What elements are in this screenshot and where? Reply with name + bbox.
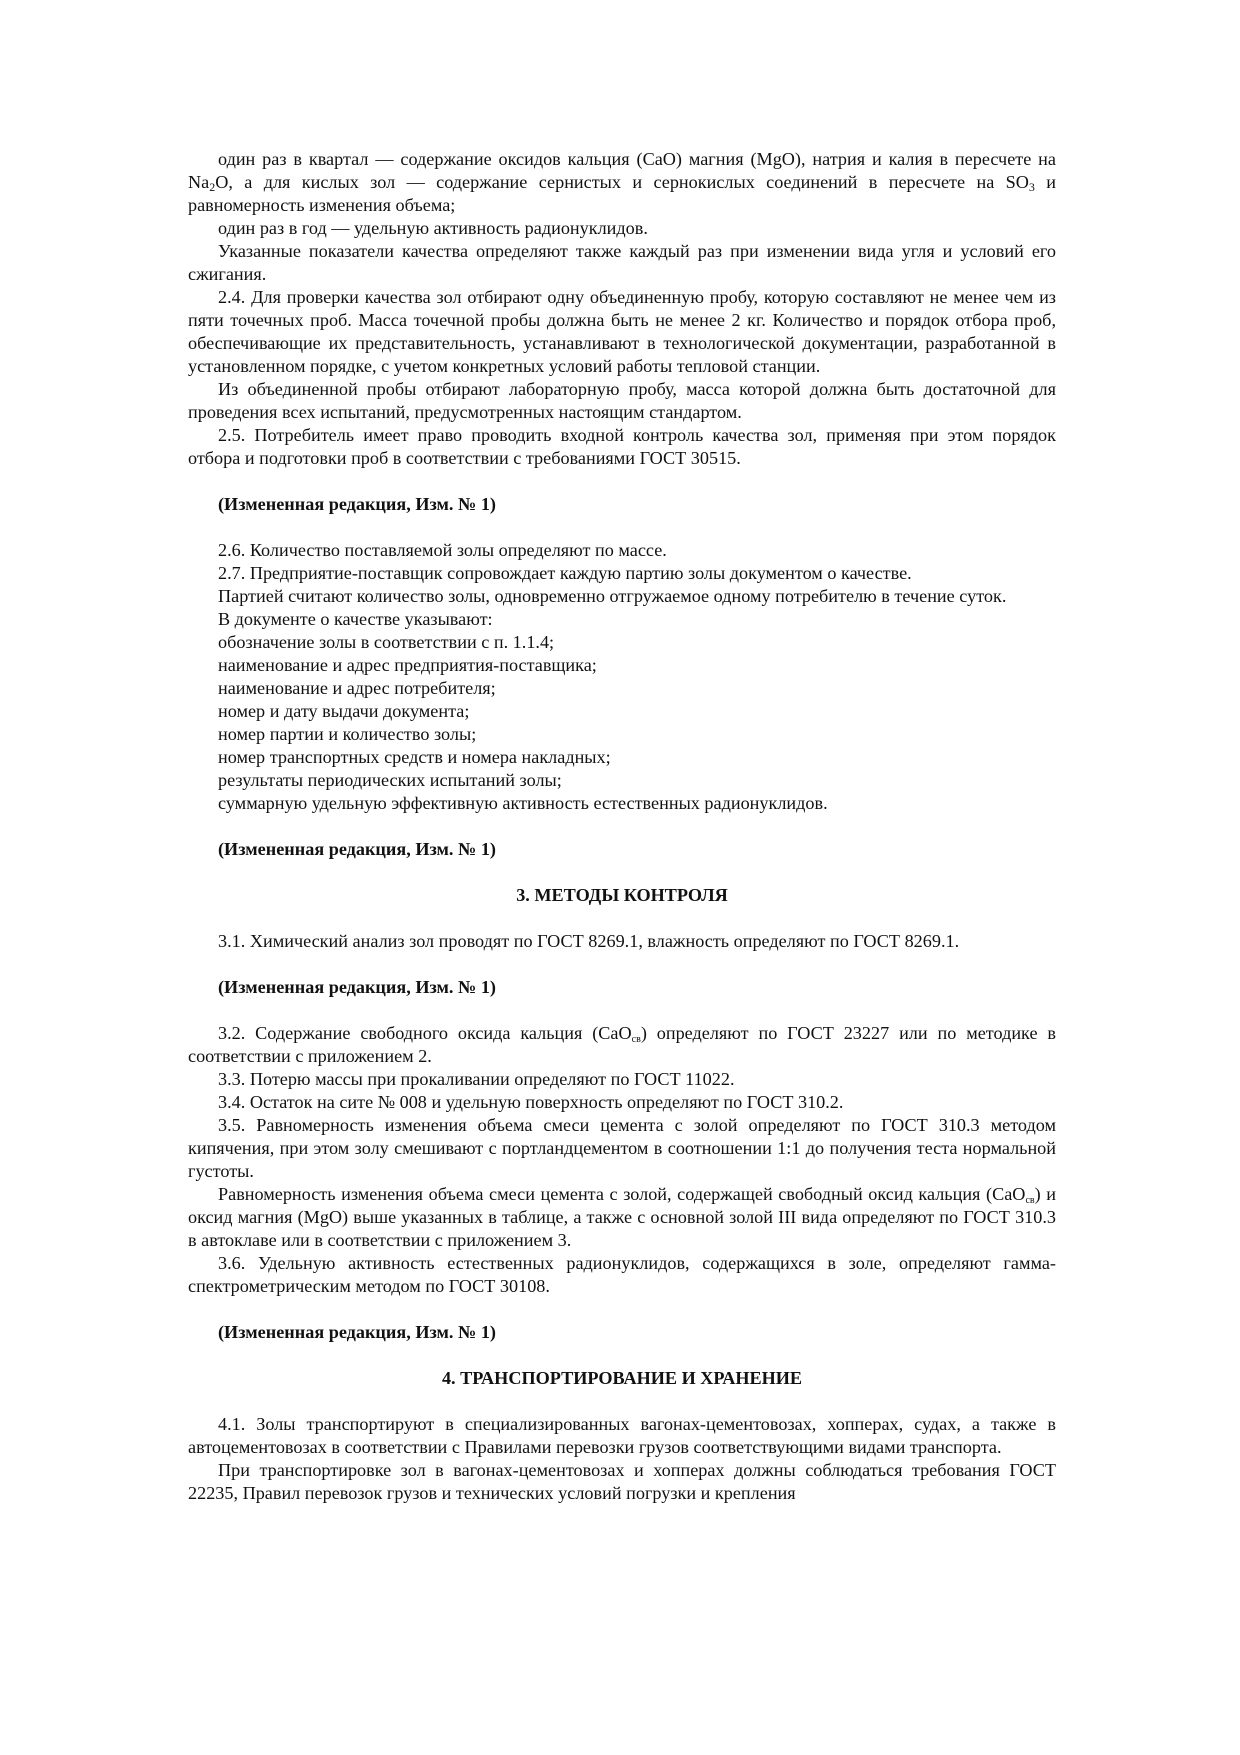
paragraph-2-4: 2.4. Для проверки качества зол отбирают одну объединенную пробу, которую составляют не менее чем из пяти точечных проб. Масса точечной пробы должна быть не менее 2 кг. Количество и порядок отбора проб, обеспечивающие их представительность, устанавливают в технологической документации, разработанной в установленном порядке, с учетом конкретных условий работы тепловой станции.: [188, 287, 1056, 376]
list-item: результаты периодических испытаний золы;: [218, 770, 562, 790]
list-item: суммарную удельную эффективную активность естественных радионуклидов.: [218, 793, 828, 813]
amendment-note: (Измененная редакция, Изм. № 1): [218, 977, 496, 997]
paragraph-lab-sample: Из объединенной пробы отбирают лабораторную пробу, масса которой должна быть достаточной для проведения всех испытаний, предусмотренных настоящим стандартом.: [188, 379, 1056, 422]
list-item: номер и дату выдачи документа;: [218, 701, 470, 721]
section-heading-transport-storage: 4. ТРАНСПОРТИРОВАНИЕ И ХРАНЕНИЕ: [441, 1368, 803, 1388]
document-page: [188, 148, 1056, 1505]
paragraph-2-5: 2.5. Потребитель имеет право проводить входной контроль качества зол, применяя при этом порядок отбора и подготовки проб в соответствии с требованиями ГОСТ 30515.: [188, 425, 1056, 468]
paragraph-3-5: 3.5. Равномерность изменения объема смеси цемента с золой определяют по ГОСТ 310.3 методом кипячения, при этом золу смешивают с портландцементом в соотношении 1:1 до получения теста нормальной густоты.: [188, 1115, 1056, 1181]
paragraph-quarterly: один раз в квартал — содержание оксидов кальция (CaO) магния (MgO), натрия и калия в пересчете на $Na_2O$, а для кислых зол — содержание сернистых и сернокислых соединений в пересчете на $SO_3$ и равномерность изменения объема;: [188, 149, 1056, 215]
list-item: номер партии и количество золы;: [218, 724, 477, 744]
paragraph-yearly: один раз в год — удельную активность радионуклидов.: [218, 218, 648, 238]
paragraph-3-3: 3.3. Потерю массы при прокаливании определяют по ГОСТ 11022.: [218, 1069, 735, 1089]
paragraph-document-contents: В документе о качестве указывают:: [218, 609, 493, 629]
paragraph-3-2: 3.2. Содержание свободного оксида кальция (CaO$_{св}$) определяют по ГОСТ 23227 или по методике в соответствии с приложением 2.: [188, 1023, 1056, 1066]
paragraph-indicators: Указанные показатели качества определяют также каждый раз при изменении вида угля и условий его сжигания.: [188, 241, 1056, 284]
section-heading-control-methods: 3. МЕТОДЫ КОНТРОЛЯ: [516, 885, 728, 905]
paragraph-3-6: 3.6. Удельную активность естественных радионуклидов, содержащихся в золе, определяют гамма-спектрометрическим методом по ГОСТ 30108.: [188, 1253, 1056, 1296]
list-item: наименование и адрес предприятия-поставщика;: [218, 655, 597, 675]
paragraph-3-1: 3.1. Химический анализ зол проводят по ГОСТ 8269.1, влажность определяют по ГОСТ 8269.1.: [218, 931, 960, 951]
paragraph-4-1: 4.1. Золы транспортируют в специализированных вагонах-цементовозах, хопперах, судах, а также в автоцементовозах в соответствии с Правилами перевозки грузов соответствующими видами транспорта.: [188, 1414, 1056, 1457]
paragraph-transport-requirements: При транспортировке зол в вагонах-цементовозах и хопперах должны соблюдаться требования ГОСТ 22235, Правил перевозок грузов и технических условий погрузки и крепления: [188, 1460, 1056, 1503]
paragraph-2-6: 2.6. Количество поставляемой золы определяют по массе.: [218, 540, 667, 560]
amendment-note: (Измененная редакция, Изм. № 1): [218, 839, 496, 859]
paragraph-2-7: 2.7. Предприятие-поставщик сопровождает каждую партию золы документом о качестве.: [218, 563, 912, 583]
paragraph-batch: Партией считают количество золы, одновременно отгружаемое одному потребителю в течение суток.: [218, 586, 1007, 606]
paragraph-3-4: 3.4. Остаток на сите № 008 и удельную поверхность определяют по ГОСТ 310.2.: [218, 1092, 844, 1112]
list-item: наименование и адрес потребителя;: [218, 678, 496, 698]
list-item: номер транспортных средств и номера накладных;: [218, 747, 611, 767]
list-item: обозначение золы в соответствии с п. 1.1.4;: [218, 632, 555, 652]
paragraph-volume-change: Равномерность изменения объема смеси цемента с золой, содержащей свободный оксид кальция (CaO$_{св}$) и оксид магния (MgO) выше указанных в таблице, а также с основной золой III вида определяют по ГОСТ 310.3 в автоклаве или в соответствии с приложением 3.: [188, 1184, 1057, 1250]
amendment-note: (Измененная редакция, Изм. № 1): [218, 1322, 496, 1342]
amendment-note: (Измененная редакция, Изм. № 1): [218, 494, 496, 514]
